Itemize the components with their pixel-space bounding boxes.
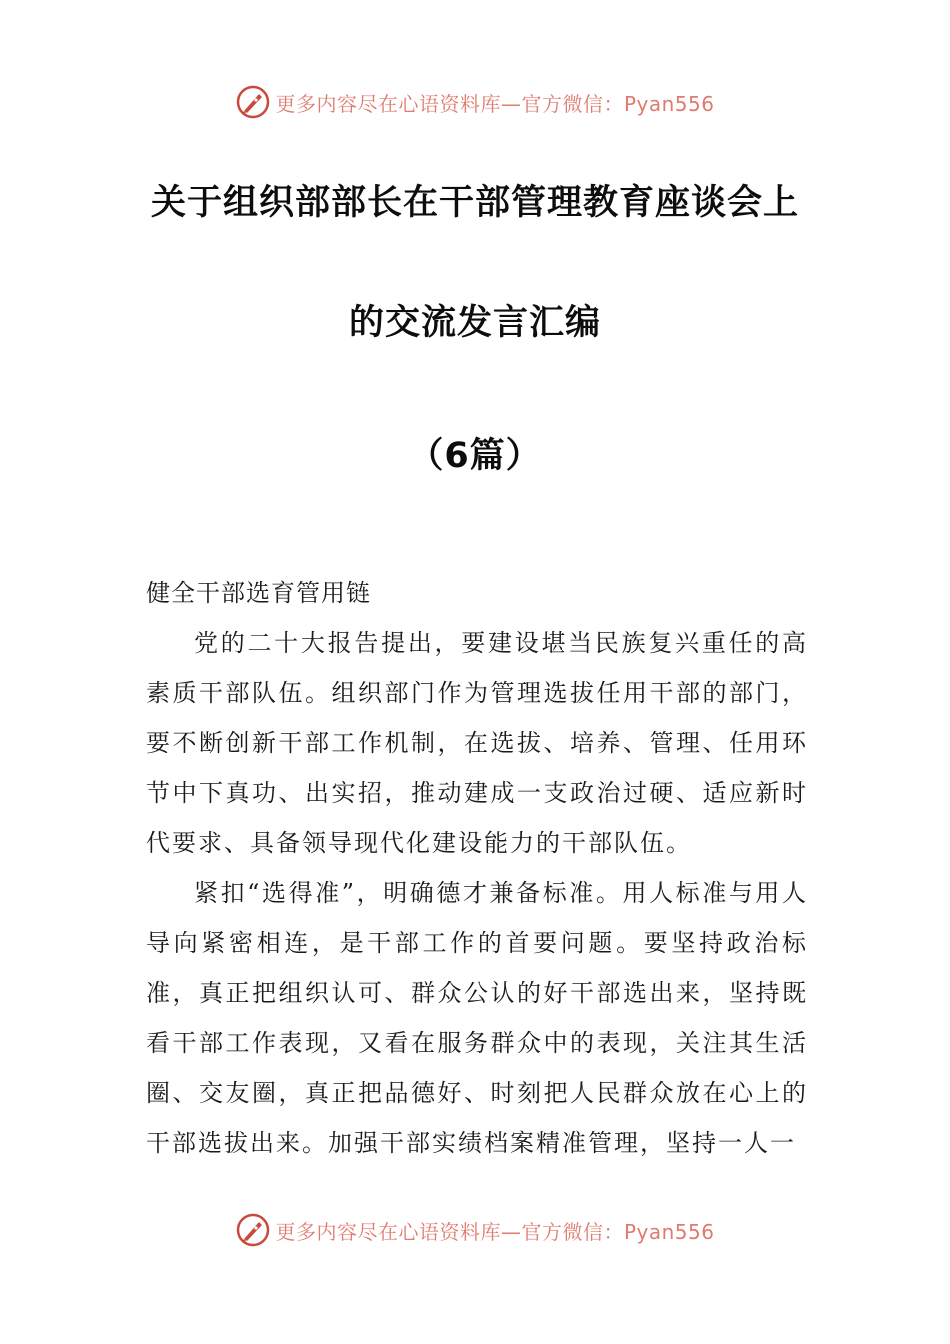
pen-nib-logo-icon xyxy=(235,84,271,120)
watermark-text: 更多内容尽在心语资料库—官方微信：Pyan556 xyxy=(275,1219,715,1244)
document-title-line-2: 的交流发言汇编 xyxy=(348,303,601,343)
section-title: 健全干部选育管用链 xyxy=(146,579,371,607)
body-paragraph-2: 紧扣“选得准”，明确德才兼备标准。用人标准与用人导向紧密相连，是干部工作的首要问题。要坚持政治标准，真正把组织认可、群众公认的好干部选出来，坚持既看干部工作表现，又看在服务群众中的表现，关注其生活圈、交友圈，真正把品德好、时刻把人民群众放在心上的干部选拔出来。加强干部实绩档案精准管理，坚持一人一 xyxy=(146,879,808,1157)
document-body xyxy=(146,568,808,1168)
watermark-header xyxy=(0,80,950,124)
document-title-count: （6篇） xyxy=(408,436,542,476)
watermark-footer xyxy=(0,1208,950,1252)
document-title-line-1: 关于组织部部长在干部管理教育座谈会上 xyxy=(150,183,799,223)
body-paragraph-1: 党的二十大报告提出，要建设堪当民族复兴重任的高素质干部队伍。组织部门作为管理选拔任用干部的部门，要不断创新干部工作机制，在选拔、培养、管理、任用环节中下真功、出实招，推动建成一支政治过硬、适应新时代要求、具备领导现代化建设能力的干部队伍。 xyxy=(146,629,808,857)
pen-nib-logo-icon xyxy=(235,1212,271,1248)
watermark-text: 更多内容尽在心语资料库—官方微信：Pyan556 xyxy=(275,91,715,116)
